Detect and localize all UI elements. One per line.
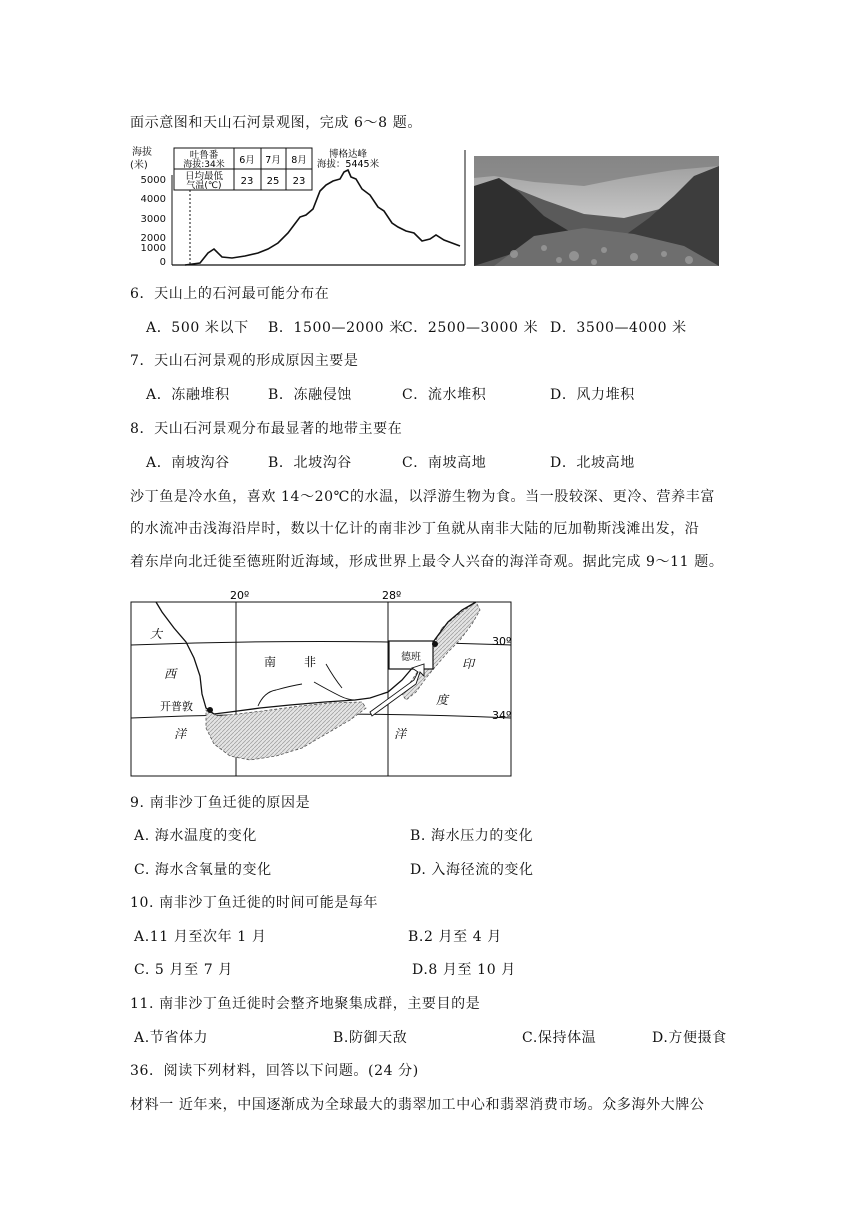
ocean-right-3: 洋 bbox=[394, 727, 407, 741]
q11-option-d: D.方便摄食 bbox=[652, 1030, 727, 1046]
table-temp-8: 23 bbox=[292, 176, 306, 187]
peak-alt: 海拔：5445米 bbox=[316, 159, 380, 170]
q7-stem: 7．天山石河景观的形成原因主要是 bbox=[130, 353, 359, 369]
ocean-left-1: 大 bbox=[150, 627, 163, 641]
table-row-label2: 气温(℃) bbox=[186, 181, 222, 191]
peak-name: 博格达峰 bbox=[328, 149, 368, 160]
ocean-right-1: 印 bbox=[462, 657, 475, 671]
ytick-5000: 5000 bbox=[140, 175, 166, 186]
lon-label-28: 28º bbox=[382, 589, 402, 602]
country-1: 南 bbox=[264, 655, 277, 669]
q6-option-c: C．2500—3000 米 bbox=[402, 320, 539, 336]
table-temp-6: 23 bbox=[240, 176, 254, 187]
ocean-right-2: 度 bbox=[436, 693, 449, 707]
city-capetown: 开普敦 bbox=[160, 700, 193, 713]
table-month-7: 7月 bbox=[265, 155, 281, 166]
q36-stem: 36．阅读下列材料，回答以下问题。(24 分) bbox=[130, 1063, 419, 1079]
table-station: 吐鲁番 bbox=[189, 150, 219, 161]
lat-label-34: 34º bbox=[492, 709, 512, 722]
q8-option-d: D．北坡高地 bbox=[550, 455, 635, 471]
q10-stem: 10. 南非沙丁鱼迁徙的时间可能是每年 bbox=[130, 895, 379, 911]
ytick-1000: 1000 bbox=[140, 243, 166, 254]
q7-option-b: B．冻融侵蚀 bbox=[268, 387, 352, 403]
q11-option-c: C.保持体温 bbox=[522, 1030, 597, 1046]
ytick-0: 0 bbox=[159, 257, 166, 268]
ocean-left-3: 洋 bbox=[174, 727, 187, 741]
country-2: 非 bbox=[304, 655, 317, 669]
q8-stem: 8．天山石河景观分布最显著的地带主要在 bbox=[130, 421, 403, 437]
table-temp-7: 25 bbox=[266, 176, 280, 187]
q9-option-b: B. 海水压力的变化 bbox=[410, 828, 534, 844]
profile-yticks bbox=[141, 175, 166, 268]
q9-stem: 9. 南非沙丁鱼迁徙的原因是 bbox=[130, 795, 311, 811]
q8-option-a: A．南坡沟谷 bbox=[146, 455, 230, 471]
q36-material1: 材料一 近年来，中国逐渐成为全球最大的翡翠加工中心和翡翠消费市场。众多海外大牌公 bbox=[130, 1097, 705, 1113]
q10-option-a: A.11 月至次年 1 月 bbox=[134, 929, 267, 945]
q7-option-a: A．冻融堆积 bbox=[146, 387, 230, 403]
table-row-label: 日均最低 bbox=[184, 171, 224, 182]
table-station-alt: 海拔:34米 bbox=[183, 160, 225, 170]
passage-line-2: 的水流冲击浅海沿岸时，数以十亿计的南非沙丁鱼就从南非大陆的厄加勒斯浅滩出发，沿 bbox=[130, 521, 700, 537]
q10-option-d: D.8 月至 10 月 bbox=[412, 962, 516, 978]
lon-label-20: 20º bbox=[230, 589, 250, 602]
ytick-2000: 2000 bbox=[140, 233, 166, 244]
south-africa-map bbox=[130, 588, 525, 778]
q8-option-c: C．南坡高地 bbox=[402, 455, 487, 471]
q11-option-b: B.防御天敌 bbox=[333, 1030, 408, 1046]
q10-option-b: B.2 月至 4 月 bbox=[408, 929, 502, 945]
profile-ylabel-1: 海拔 bbox=[132, 147, 152, 158]
q11-stem: 11. 南非沙丁鱼迁徙时会整齐地聚集成群，主要目的是 bbox=[130, 996, 481, 1012]
capetown-dot bbox=[207, 707, 213, 713]
q10-option-c: C. 5 月至 7 月 bbox=[134, 962, 233, 978]
durban-dot bbox=[432, 641, 438, 647]
q11-option-a: A.节省体力 bbox=[134, 1030, 209, 1046]
q6-option-d: D．3500—4000 米 bbox=[550, 320, 687, 336]
passage-line-1: 沙丁鱼是冷水鱼，喜欢 14～20℃的水温，以浮游生物为食。当一股较深、更冷、营养丰富 bbox=[130, 489, 715, 505]
table-month-6: 6月 bbox=[239, 155, 255, 166]
table-month-8: 8月 bbox=[291, 155, 307, 166]
ytick-3000: 3000 bbox=[140, 214, 166, 225]
q6-option-b: B．1500—2000 米 bbox=[268, 320, 404, 336]
passage-line-3: 着东岸向北迁徙至德班附近海域，形成世界上最令人兴奋的海洋奇观。据此完成 9～11 题。 bbox=[130, 554, 724, 570]
ocean-left-2: 西 bbox=[164, 667, 177, 681]
q9-option-a: A. 海水温度的变化 bbox=[134, 828, 258, 844]
q7-option-c: C．流水堆积 bbox=[402, 387, 487, 403]
city-durban: 德班 bbox=[401, 652, 421, 663]
stone-river-photo bbox=[474, 156, 719, 266]
profile-ylabel-2: (米) bbox=[130, 160, 148, 171]
q8-option-b: B．北坡沟谷 bbox=[268, 455, 352, 471]
q9-option-d: D. 入海径流的变化 bbox=[410, 862, 534, 878]
q7-option-d: D．风力堆积 bbox=[550, 387, 635, 403]
ytick-4000: 4000 bbox=[140, 194, 166, 205]
q6-stem: 6．天山上的石河最可能分布在 bbox=[130, 286, 330, 302]
q9-option-c: C. 海水含氧量的变化 bbox=[134, 862, 272, 878]
elevation-profile-figure bbox=[130, 145, 470, 270]
intro-text: 面示意图和天山石河景观图，完成 6～8 题。 bbox=[130, 115, 422, 131]
q6-option-a: A．500 米以下 bbox=[146, 320, 249, 336]
lat-label-30: 30º bbox=[492, 635, 512, 648]
